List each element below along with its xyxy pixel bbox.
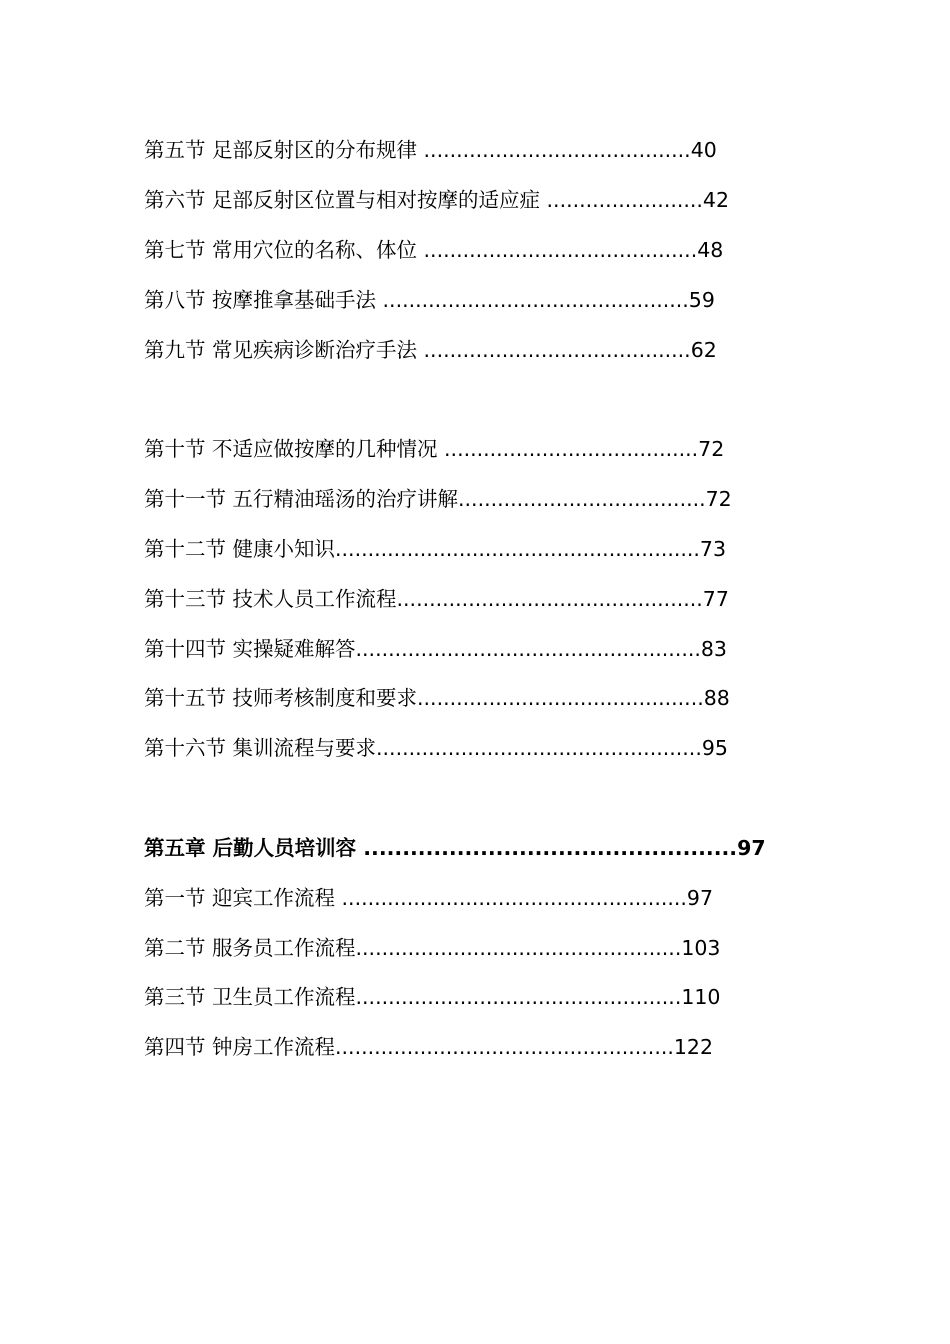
toc-entry-text: 第十节 不适应做按摩的几种情况 .......................................72 bbox=[144, 437, 725, 461]
toc-entry[interactable] bbox=[144, 535, 726, 563]
toc-entry[interactable] bbox=[144, 585, 729, 613]
toc-entry[interactable] bbox=[144, 435, 724, 463]
toc-entry-text: 第六节 足部反射区位置与相对按摩的适应症 ........................42 bbox=[144, 188, 730, 212]
toc-entry[interactable] bbox=[144, 734, 728, 762]
toc-entry-text: 第九节 常见疾病诊断治疗手法 .........................................62 bbox=[144, 338, 717, 362]
toc-entry[interactable] bbox=[144, 934, 720, 962]
toc-entry-text: 第十二节 健康小知识........................................................73 bbox=[144, 537, 727, 561]
toc-entry[interactable] bbox=[144, 136, 717, 164]
toc-entry[interactable] bbox=[144, 635, 727, 663]
toc-entry-text: 第二节 服务员工作流程..................................................103 bbox=[144, 936, 721, 960]
toc-entry[interactable] bbox=[144, 236, 723, 264]
toc-entry[interactable] bbox=[144, 186, 729, 214]
toc-entry-text: 第五节 足部反射区的分布规律 .........................................40 bbox=[144, 138, 717, 162]
toc-entry-text: 第十三节 技术人员工作流程...............................................77 bbox=[144, 587, 729, 611]
toc-entry-text: 第七节 常用穴位的名称、体位 ..........................................48 bbox=[144, 238, 724, 262]
toc-chapter-text: 第五章 后勤人员培训容 ................................................97 bbox=[144, 836, 766, 860]
toc-entry-text: 第三节 卫生员工作流程..................................................110 bbox=[144, 985, 721, 1009]
toc-entry-text: 第十一节 五行精油瑶汤的治疗讲解......................................72 bbox=[144, 487, 732, 511]
toc-entry[interactable] bbox=[144, 983, 720, 1011]
toc-entry[interactable] bbox=[144, 884, 713, 912]
toc-entry[interactable] bbox=[144, 286, 715, 314]
toc-entry-text: 第一节 迎宾工作流程 .....................................................97 bbox=[144, 886, 713, 910]
toc-entry[interactable] bbox=[144, 485, 732, 513]
toc-entry-text: 第十五节 技师考核制度和要求............................................88 bbox=[144, 686, 730, 710]
toc-chapter-entry[interactable] bbox=[144, 834, 766, 862]
toc-entry[interactable] bbox=[144, 336, 717, 364]
toc-entry[interactable] bbox=[144, 1033, 713, 1061]
toc-entry-text: 第四节 钟房工作流程....................................................122 bbox=[144, 1035, 713, 1059]
toc-entry-text: 第十四节 实操疑难解答.....................................................83 bbox=[144, 637, 727, 661]
toc-entry-text: 第八节 按摩推拿基础手法 ...............................................59 bbox=[144, 288, 715, 312]
toc-entry-text: 第十六节 集训流程与要求..................................................95 bbox=[144, 736, 728, 760]
toc-entry[interactable] bbox=[144, 684, 730, 712]
